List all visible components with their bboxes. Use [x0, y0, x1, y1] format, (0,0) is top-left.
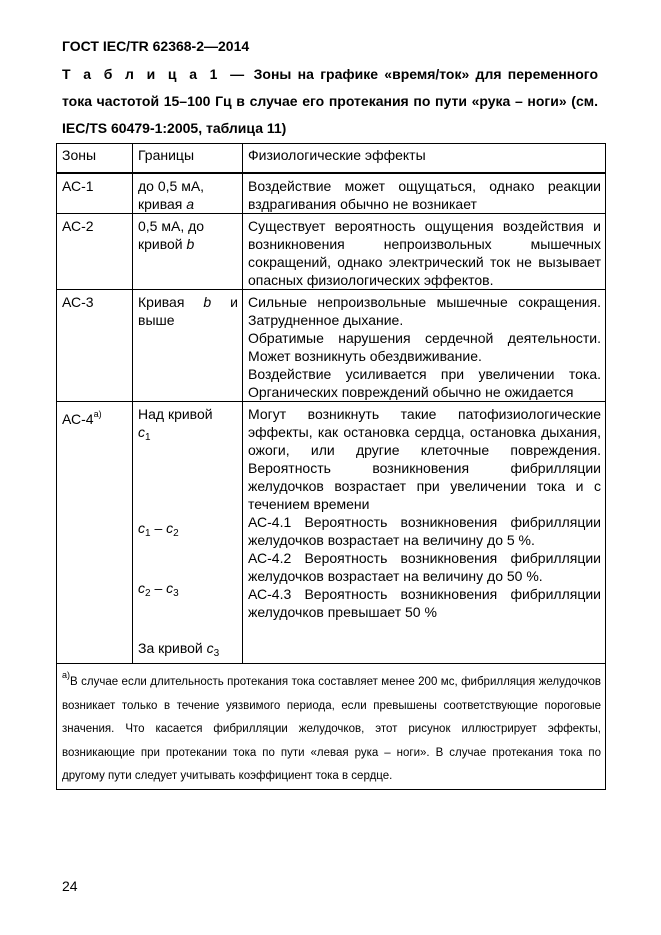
bounds-text: Кривая — [138, 294, 185, 310]
curve-sub: 2 — [173, 528, 179, 539]
bounds-text: За кривой — [138, 640, 203, 656]
zone-cell: АС-1 — [57, 173, 133, 214]
bounds-text: и — [230, 294, 238, 310]
footnote-text: В случае если длительность протекания тока составляет менее 200 мс, фибрилляция желудочков возникает только в течение уязвимого периода, если превышены соответствующие пороговые значения. Что касается фибрилляции желудочков, этот рисунок иллюстрирует эффекты, возникающие при протекании тока по пути «левая рука – ноги». В случае протекания тока по другому пути следует учитывать коэффициент тока в сердце. — [62, 676, 601, 782]
footnote-mark: a) — [93, 409, 102, 419]
document-header: ГОСТ IEC/TR 62368-2—2014 — [62, 38, 250, 54]
zone-cell — [57, 402, 133, 664]
range-dash: – — [150, 580, 167, 596]
table-caption — [62, 61, 598, 142]
bounds-line: 0,5 мА, до — [138, 218, 205, 234]
effect-text: АС-4.3 Вероятность возникновения фибрилляции желудочков превышает 50 % — [248, 586, 601, 620]
curve-var: c — [166, 580, 174, 596]
effect-text: Обратимые нарушения сердечной деятельности. Может возникнуть обездвиживание. — [248, 330, 601, 364]
table-row — [57, 290, 606, 402]
bounds-line: до 0,5 мА, — [138, 178, 205, 194]
effects-cell — [243, 173, 606, 214]
effects-cell — [243, 290, 606, 402]
caption-label: Т а б л и ц а 1 — — [62, 66, 248, 82]
bounds-cell — [133, 214, 243, 290]
table-footnote-row — [57, 664, 606, 790]
bounds-cell — [133, 290, 243, 402]
curve-var: c — [138, 580, 145, 596]
effect-text: АС-4.2 Вероятность возникновения фибрилляции желудочков возрастает на величину до 50 %. — [248, 550, 601, 584]
effect-text: Воздействие может ощущаться, однако реакции вздрагивания обычно не возникает — [248, 178, 601, 212]
bounds-cell — [133, 402, 243, 664]
bounds-text: кривой — [138, 236, 183, 252]
bounds-text: кривая — [138, 196, 183, 212]
table-row — [57, 402, 606, 664]
effect-text: Сильные непроизвольные мышечные сокращения. Затрудненное дыхание. — [248, 294, 601, 328]
range-dash: – — [150, 520, 167, 536]
bounds-line — [138, 235, 238, 253]
bounds-line — [138, 293, 238, 311]
table-row — [57, 173, 606, 214]
bounds-cell — [133, 173, 243, 214]
curve-var: c — [138, 424, 145, 440]
effect-text: Воздействие усиливается при увеличении тока. Органических повреждений обычно не ожидается — [248, 366, 601, 400]
bounds-line — [138, 639, 238, 663]
bounds-line: выше — [138, 312, 175, 328]
bounds-line — [138, 405, 238, 423]
column-header-zones: Зоны — [57, 144, 133, 174]
curve-sub: 3 — [213, 648, 220, 659]
bounds-line — [138, 195, 238, 213]
curve-sub: 1 — [145, 432, 151, 443]
curve-var: c — [206, 640, 214, 656]
curve-sub: 1 — [145, 528, 151, 539]
curve-var: a — [186, 196, 195, 212]
footnote-mark: a) — [62, 670, 71, 680]
bounds-line — [138, 579, 238, 603]
bounds-line — [138, 519, 238, 543]
table-row — [57, 214, 606, 290]
curve-var: b — [186, 236, 195, 252]
bounds-text: Над кривой — [138, 406, 213, 422]
curve-var: b — [203, 294, 212, 310]
effects-cell — [243, 214, 606, 290]
table-header-row — [57, 144, 606, 174]
curve-var: c — [166, 520, 174, 536]
bounds-line — [138, 423, 238, 447]
zone-cell: АС-3 — [57, 290, 133, 402]
curve-sub: 3 — [173, 588, 179, 599]
column-header-bounds: Границы — [133, 144, 243, 174]
zone-cell: АС-2 — [57, 214, 133, 290]
curve-sub: 2 — [145, 588, 151, 599]
effect-text: АС-4.1 Вероятность возникновения фибрилляции желудочков возрастает на величину до 5 %. — [248, 514, 601, 548]
effects-cell — [243, 402, 606, 664]
caption-text: Зоны на графике «время/ток» для переменного тока частотой 15–100 Гц в случае его протекания по пути «рука – ноги» (см. IEC/TS 60479-1:2005, таблица 11) — [62, 66, 598, 136]
zones-table — [56, 143, 606, 790]
effect-text: Существует вероятность ощущения воздействия и возникновения непроизвольных мышечных сокращений, однако электрический ток не вызывает опасных физиологических эффектов. — [248, 218, 601, 288]
effect-text: Могут возникнуть такие патофизиологические эффекты, как остановка сердца, остановка дыхания, ожоги, или другие клеточные повреждения. Вероятность возникновения фибрилляции желудочков возрастает при увеличении тока и с течением времени — [248, 406, 601, 512]
page-number: 24 — [62, 878, 78, 894]
curve-var: c — [138, 520, 145, 536]
table-footnote — [57, 664, 606, 790]
zone-label: АС-4 — [62, 411, 94, 427]
column-header-effects: Физиологические эффекты — [243, 144, 606, 174]
